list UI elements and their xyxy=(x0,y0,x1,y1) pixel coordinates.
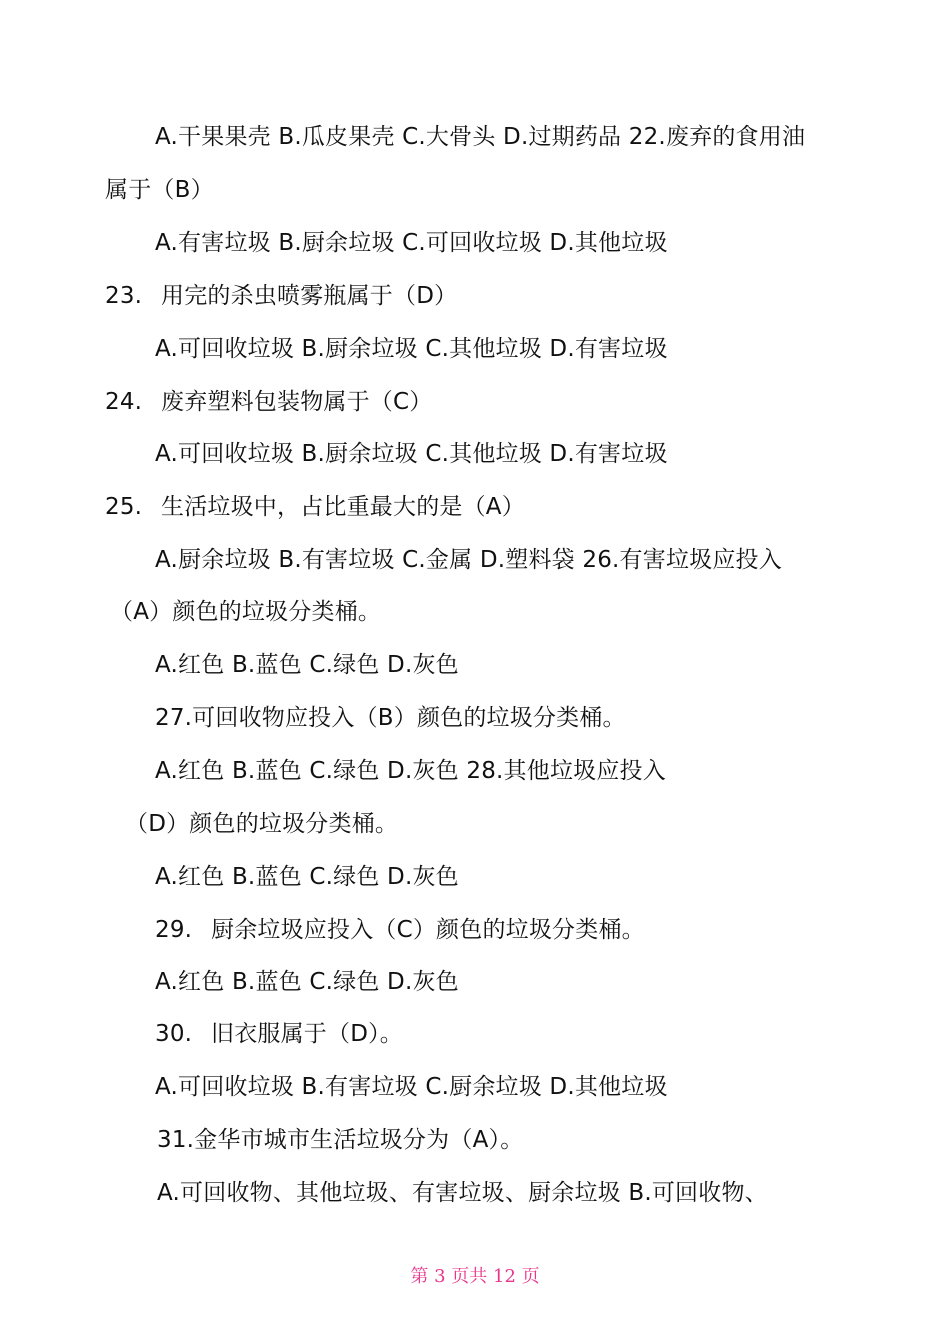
question-text: 旧衣服属于（D）。 xyxy=(211,1021,404,1047)
page-number-footer: 第 3 页共 12 页 xyxy=(410,1266,540,1287)
question-line xyxy=(155,915,645,945)
question-line xyxy=(105,492,525,522)
text-line: 属于（B） xyxy=(105,177,214,203)
text-line: A.红色 B.蓝色 C.绿色 D.灰色 xyxy=(155,969,459,995)
question-text: 废弃塑料包装物属于（C） xyxy=(161,389,433,415)
text-line: A.红色 B.蓝色 C.绿色 D.灰色 xyxy=(155,652,459,678)
text-line: A.可回收物、其他垃圾、有害垃圾、厨余垃圾 B.可回收物、 xyxy=(157,1180,768,1206)
question-text: 生活垃圾中，占比重最大的是（A） xyxy=(161,494,525,520)
question-number: 25. xyxy=(105,494,143,520)
question-number: 24. xyxy=(105,389,143,415)
text-line: A.可回收垃圾 B.厨余垃圾 C.其他垃圾 D.有害垃圾 xyxy=(155,336,668,362)
text-line: （D）颜色的垃圾分类桶。 xyxy=(125,811,399,837)
text-line: A.红色 B.蓝色 C.绿色 D.灰色 xyxy=(155,864,459,890)
question-number: 23. xyxy=(105,283,143,309)
question-line xyxy=(155,1019,403,1049)
text-line: A.可回收垃圾 B.厨余垃圾 C.其他垃圾 D.有害垃圾 xyxy=(155,441,668,467)
question-number: 30. xyxy=(155,1021,193,1047)
text-line: 27.可回收物应投入（B）颜色的垃圾分类桶。 xyxy=(155,705,626,731)
text-line: （A）颜色的垃圾分类桶。 xyxy=(110,599,382,625)
question-line xyxy=(105,387,432,417)
question-text: 厨余垃圾应投入（C）颜色的垃圾分类桶。 xyxy=(211,917,645,943)
text-line: A.红色 B.蓝色 C.绿色 D.灰色 28.其他垃圾应投入 xyxy=(155,758,666,784)
text-line: 31.金华市城市生活垃圾分为（A）。 xyxy=(157,1127,524,1153)
question-number: 29. xyxy=(155,917,193,943)
question-line xyxy=(105,281,457,311)
question-text: 用完的杀虫喷雾瓶属于（D） xyxy=(161,283,458,309)
text-line: A.有害垃圾 B.厨余垃圾 C.可回收垃圾 D.其他垃圾 xyxy=(155,230,668,256)
text-line: A.厨余垃圾 B.有害垃圾 C.金属 D.塑料袋 26.有害垃圾应投入 xyxy=(155,547,782,573)
text-line: A.干果果壳 B.瓜皮果壳 C.大骨头 D.过期药品 22.废弃的食用油 xyxy=(155,124,806,150)
text-line: A.可回收垃圾 B.有害垃圾 C.厨余垃圾 D.其他垃圾 xyxy=(155,1074,668,1100)
